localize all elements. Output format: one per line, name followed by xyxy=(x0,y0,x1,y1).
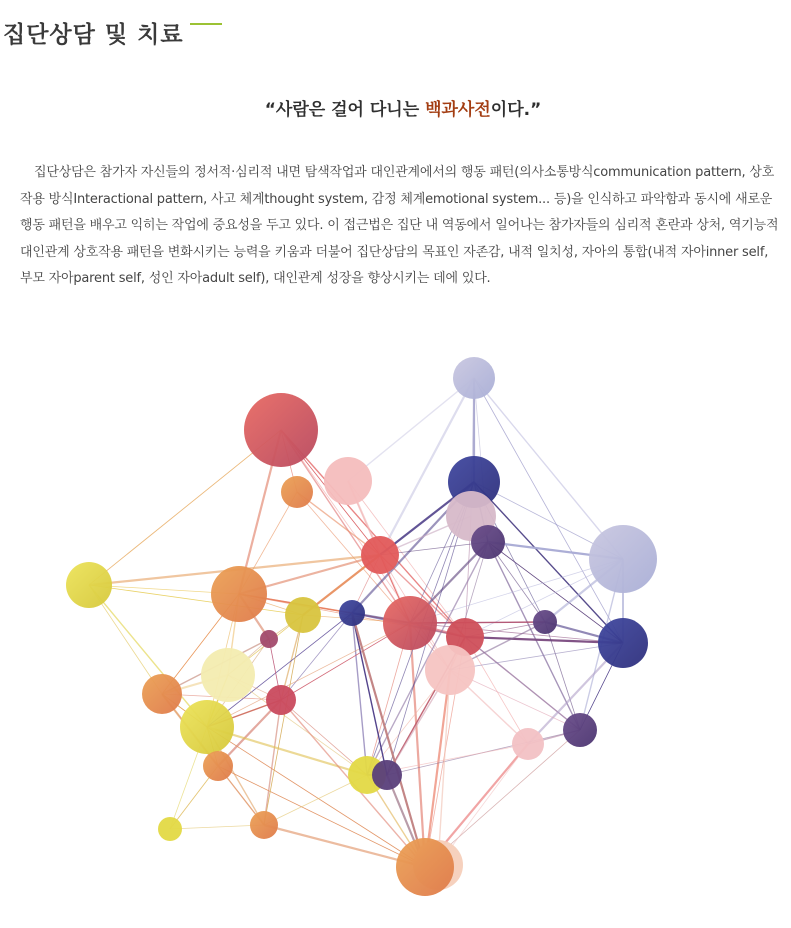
network-node xyxy=(324,457,372,505)
network-node xyxy=(211,566,267,622)
network-node xyxy=(372,760,402,790)
body-paragraph: 집단상담은 참가자 자신들의 정서적·심리적 내면 탐색작업과 대인관계에서의 행동 패턴(의사소통방식communication pattern, 상호작용 방식Interactional pattern, 사고 체계thought system, 감정 체계emotional system... 등)을 인식하고 파악함과 동시에 새로운 행동 패턴을 배우고 익히는 작업에 중요성을 두고 있다. 이 접근법은 집단 내 역동에서 일어나는 참가자들의 심리적 혼란과 상처, 역기능적 대인관계 상호작용 패턴을 변화시키는 능력을 키움과 더불어 집단상담의 목표인 자존감, 내적 일치성, 자아의 통합(내적 자아inner self, 부모 자아parent self, 성인 자아adult self), 대인관계 성장을 향상시키는 데에 있다. xyxy=(20,165,779,287)
quote-open: “사람은 걸어 다니는 xyxy=(264,100,426,120)
network-node xyxy=(244,393,318,467)
network-edge xyxy=(465,637,580,730)
quote-close: 이다.” xyxy=(490,100,542,120)
network-graph-illustration xyxy=(0,330,791,928)
network-edge xyxy=(207,727,425,867)
quote-highlight: 백과사전 xyxy=(425,100,491,120)
network-node xyxy=(339,600,365,626)
network-node xyxy=(180,700,234,754)
network-edge xyxy=(438,670,450,865)
network-node xyxy=(563,713,597,747)
network-node xyxy=(471,525,505,559)
network-node xyxy=(396,838,454,896)
network-node xyxy=(533,610,557,634)
network-node xyxy=(589,525,657,593)
network-edge xyxy=(264,700,281,825)
network-node xyxy=(285,597,321,633)
network-edge xyxy=(352,613,425,867)
quote xyxy=(0,96,791,124)
network-node xyxy=(260,630,278,648)
network-node xyxy=(142,674,182,714)
network-node xyxy=(512,728,544,760)
network-node xyxy=(203,751,233,781)
network-edge xyxy=(425,670,450,867)
network-edge xyxy=(410,623,425,867)
title-accent-line xyxy=(190,23,222,25)
page-title: 집단상담 및 치료 xyxy=(3,22,184,48)
network-edge xyxy=(89,430,281,585)
network-edge xyxy=(474,378,623,643)
network-node xyxy=(66,562,112,608)
network-nodes xyxy=(66,357,657,896)
network-node xyxy=(266,685,296,715)
network-node xyxy=(598,618,648,668)
network-node xyxy=(425,645,475,695)
network-node xyxy=(201,648,255,702)
network-node xyxy=(453,357,495,399)
network-node xyxy=(250,811,278,839)
network-node xyxy=(383,596,437,650)
network-edge xyxy=(170,825,264,829)
network-node xyxy=(361,536,399,574)
network-node xyxy=(281,476,313,508)
network-node xyxy=(158,817,182,841)
